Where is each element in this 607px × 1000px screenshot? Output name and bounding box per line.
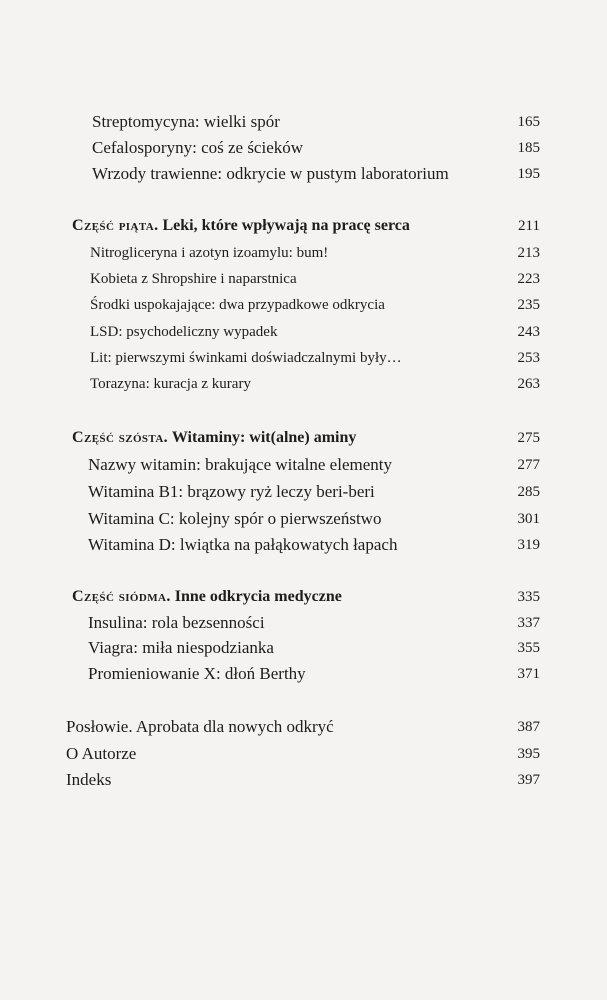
toc-entry xyxy=(0,293,607,317)
toc-entry-page: 337 xyxy=(517,615,540,631)
part-label: Część piąta. xyxy=(72,217,159,234)
toc-entry xyxy=(0,267,607,291)
toc-entry xyxy=(0,241,607,265)
toc-entry-page: 285 xyxy=(517,484,540,500)
toc-entry-title: Witamina B1: brązowy ryż leczy beri-beri xyxy=(88,482,375,501)
toc-entry xyxy=(0,320,607,344)
toc-entry xyxy=(0,453,607,477)
toc-backmatter-entry xyxy=(0,768,607,792)
toc-backmatter-entry xyxy=(0,742,607,766)
toc-entry-page: 397 xyxy=(517,772,540,788)
toc-entry-title: Wrzody trawienne: odkrycie w pustym laboratorium xyxy=(92,164,449,183)
toc-entry-page: 301 xyxy=(517,511,540,527)
part-title: Leki, które wpływają na pracę serca xyxy=(162,217,410,234)
toc-entry xyxy=(0,533,607,557)
toc-entry-title: O Autorze xyxy=(66,744,137,763)
toc-entry-title: Viagra: miła niespodzianka xyxy=(88,638,274,657)
toc-entry-title: Środki uspokajające: dwa przypadkowe odkrycia xyxy=(90,297,385,313)
toc-entry-title: Posłowie. Aprobata dla nowych odkryć xyxy=(66,717,334,736)
toc-entry xyxy=(0,110,607,134)
toc-entry-title: Kobieta z Shropshire i naparstnica xyxy=(90,271,297,287)
toc-entry-title: Insulina: rola bezsenności xyxy=(88,613,265,632)
toc-entry-page: 243 xyxy=(517,324,540,340)
toc-entry-page: 263 xyxy=(517,376,540,392)
toc-entry-page: 277 xyxy=(517,457,540,473)
toc-entry-page: 319 xyxy=(517,537,540,553)
toc-entry-title: Nitrogliceryna i azotyn izoamylu: bum! xyxy=(90,245,329,261)
toc-entry-page: 223 xyxy=(517,271,540,287)
toc-entry-page: 195 xyxy=(517,166,540,182)
toc-part-heading xyxy=(0,585,607,609)
toc-entry xyxy=(0,136,607,160)
toc-entry xyxy=(0,480,607,504)
toc-backmatter-entry xyxy=(0,715,607,739)
toc-entry-title: Witamina D: lwiątka na pałąkowatych łapach xyxy=(88,535,398,554)
part-label: Część szósta. xyxy=(72,429,169,446)
toc-entry-title: Promieniowanie X: dłoń Berthy xyxy=(88,664,306,683)
toc-entry-title: Witamina C: kolejny spór o pierwszeństwo xyxy=(88,509,382,528)
part-page: 335 xyxy=(517,589,540,605)
toc-entry-title: Nazwy witamin: brakujące witalne elementy xyxy=(88,455,392,474)
toc-entry xyxy=(0,611,607,635)
toc-entry xyxy=(0,372,607,396)
toc-entry-page: 253 xyxy=(517,350,540,366)
toc-entry-page: 165 xyxy=(517,114,540,130)
toc-entry-page: 395 xyxy=(517,746,540,762)
toc-entry-title: Cefalosporyny: coś ze ścieków xyxy=(92,138,304,157)
toc-part-heading xyxy=(0,214,607,238)
toc-entry-title: Torazyna: kuracja z kurary xyxy=(90,376,251,392)
toc-entry-page: 387 xyxy=(517,719,540,735)
toc-entry-page: 213 xyxy=(517,245,540,261)
toc-entry xyxy=(0,662,607,686)
toc-entry-title: Indeks xyxy=(66,770,112,789)
toc-entry xyxy=(0,162,607,186)
part-page: 211 xyxy=(518,218,540,234)
toc-entry-title: Lit: pierwszymi świnkami doświadczalnymi były… xyxy=(90,350,402,366)
toc-entry xyxy=(0,507,607,531)
part-label: Część siódma. xyxy=(72,588,171,605)
toc-entry-page: 355 xyxy=(517,640,540,656)
toc-entry-title: LSD: psychodeliczny wypadek xyxy=(90,324,278,340)
toc-entry xyxy=(0,636,607,660)
toc-entry-page: 371 xyxy=(517,666,540,682)
toc-entry-page: 235 xyxy=(517,297,540,313)
part-title: Witaminy: wit(alne) aminy xyxy=(171,429,357,446)
part-title: Inne odkrycia medyczne xyxy=(174,588,342,605)
toc-entry-title: Streptomycyna: wielki spór xyxy=(92,112,280,131)
part-page: 275 xyxy=(517,430,540,446)
toc-entry-page: 185 xyxy=(517,140,540,156)
toc-part-heading xyxy=(0,426,607,450)
toc-entry xyxy=(0,346,607,370)
